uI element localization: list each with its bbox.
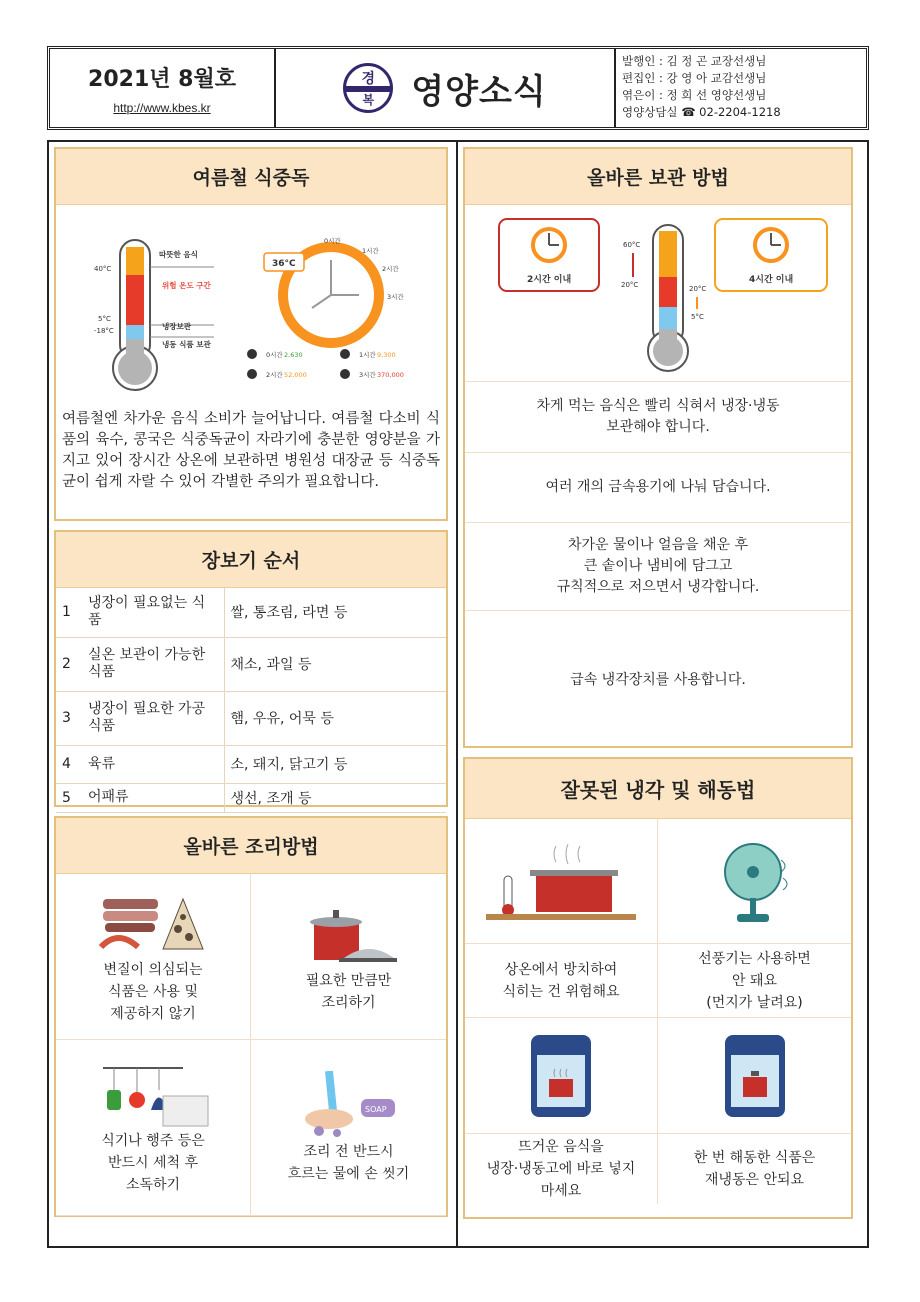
svg-text:2,630: 2,630 — [284, 351, 303, 359]
svg-text:3시간: 3시간 — [359, 371, 376, 379]
wrong-item-hot-food: 뜨거운 음식을 냉장·냉동고에 바로 넣지 마세요 — [465, 1134, 658, 1204]
cooking-item-spoiled: 변질이 의심되는 식품은 사용 및 제공하지 않기 — [56, 874, 251, 1040]
newsletter-header — [47, 46, 869, 130]
storage-section — [463, 147, 853, 748]
svg-text:냉동 식품 보관: 냉동 식품 보관 — [162, 340, 211, 349]
svg-text:60°C: 60°C — [623, 241, 641, 249]
issue-date: 2021년 8월호 — [88, 66, 236, 92]
wrong-item-fan: 선풍기는 사용하면 안 돼요 (먼지가 날려요) — [658, 944, 851, 1018]
svg-text:따뜻한 음식: 따뜻한 음식 — [159, 250, 198, 259]
food-poisoning-section — [54, 147, 448, 521]
svg-text:20°C: 20°C — [689, 285, 707, 293]
wrong-cooling-section — [463, 757, 853, 1219]
table-row: 2 실온 보관이 가능한 식품 채소, 과일 등 — [56, 637, 446, 691]
writer: 엮은이 : 정 희 선 영양선생님 — [622, 88, 767, 102]
wrong-item-refreeze: 한 번 해동한 식품은 재냉동은 안되요 — [693, 1150, 816, 1188]
svg-text:-18°C: -18°C — [94, 327, 114, 335]
table-row: 5 어패류 생선, 조개 등 — [56, 783, 446, 812]
table-row: 1 냉장이 필요없는 식품 쌀, 통조림, 라면 등 — [56, 588, 446, 637]
utensils-cloth-icon — [93, 1060, 213, 1130]
cooking-section — [54, 816, 448, 1217]
newsletter-title: 영양소식 — [411, 71, 547, 112]
storage-item: 차게 먹는 음식은 빨리 식혀서 냉장·냉동 보관해야 합니다. — [465, 381, 851, 453]
section-title: 여름철 식중독 — [56, 149, 446, 205]
svg-text:냉장보관: 냉장보관 — [162, 322, 191, 331]
cooking-item-portion: 필요한 만큼만 조리하기 — [251, 874, 446, 1040]
svg-text:SOAP: SOAP — [364, 1104, 387, 1114]
thermometer-icon — [113, 240, 157, 390]
section-title: 잘못된 냉각 및 해동법 — [465, 759, 851, 819]
pot-icon-cell — [465, 819, 658, 944]
svg-text:3시간: 3시간 — [387, 293, 404, 301]
storage-item: 차가운 물이나 얼음을 채운 후 큰 솥이나 냄비에 담그고 규칙적으로 저으면서 냉각합니다. — [465, 523, 851, 611]
staff-info — [616, 49, 866, 127]
svg-text:0시간: 0시간 — [266, 351, 283, 359]
table-row: 3 냉장이 필요한 가공식품 햄, 우유, 어묵 등 — [56, 691, 446, 745]
storage-item: 여러 개의 금속용기에 나눠 담습니다. — [465, 453, 851, 523]
editor: 편집인 : 강 영 아 교감선생님 — [622, 71, 767, 85]
cooking-item-sanitize: 식기나 행주 등은 반드시 세척 후 소독하기 — [56, 1040, 251, 1216]
section-title: 올바른 보관 방법 — [465, 149, 851, 205]
school-logo: 경 복 — [343, 63, 393, 113]
section-title: 장보기 순서 — [56, 532, 446, 588]
shopping-order-table — [56, 588, 446, 813]
svg-text:370,000: 370,000 — [377, 371, 404, 379]
svg-text:4시간 이내: 4시간 이내 — [749, 275, 794, 285]
fridge-refreeze-icon-cell — [658, 1018, 851, 1134]
food-poisoning-body: 여름철엔 차가운 음식 소비가 늘어납니다. 여름철 다소비 식품의 육수, 콩국은 식중독균이 자라기에 충분한 영양분을 가지고 있어 장시간 상온에 보관하면 병원성 대장균 등 식중독균이 쉽게 자랄 수 있어 각별한 주의가 필요합니다. — [62, 411, 440, 490]
storage-infographic — [465, 205, 851, 377]
hot-pot-icon — [486, 836, 636, 926]
title-block — [276, 49, 616, 127]
svg-text:0시간: 0시간 — [324, 237, 341, 245]
svg-text:위험 온도 구간: 위험 온도 구간 — [162, 281, 211, 290]
cooking-item-handwash: SOAP 조리 전 반드시 흐르는 물에 손 씻기 — [251, 1040, 446, 1216]
svg-text:2시간: 2시간 — [382, 265, 399, 273]
thermometer-clock-infographic — [56, 205, 446, 405]
hand-washing-icon — [289, 1071, 409, 1141]
storage-item: 급속 냉각장치를 사용합니다. — [570, 671, 746, 688]
shopping-order-section — [54, 530, 448, 807]
svg-text:2시간: 2시간 — [266, 371, 283, 379]
issue-date-block — [50, 49, 276, 127]
counsel-phone: 영양상담실 ☎ 02-2204-1218 — [622, 105, 781, 119]
fan-icon-cell — [658, 819, 851, 944]
svg-text:20°C: 20°C — [621, 281, 639, 289]
wrong-item-room-temp: 상온에서 방치하여 식히는 건 위험해요 — [465, 944, 658, 1018]
svg-text:52,000: 52,000 — [284, 371, 307, 379]
table-row: 4 육류 소, 돼지, 닭고기 등 — [56, 745, 446, 783]
school-website-link[interactable]: http://www.kbes.kr — [113, 100, 211, 115]
raw-meat-icon — [93, 889, 213, 959]
svg-text:40°C: 40°C — [94, 265, 112, 273]
svg-text:1시간: 1시간 — [359, 351, 376, 359]
cooking-pot-icon — [299, 900, 399, 970]
publisher: 발행인 : 김 정 곤 교장선생님 — [622, 54, 767, 68]
fridge-hot-icon-cell — [465, 1018, 658, 1134]
thermometer-icon — [648, 225, 688, 371]
section-title: 올바른 조리방법 — [56, 818, 446, 874]
svg-text:36°C: 36°C — [272, 259, 296, 269]
fridge-refreeze-icon — [715, 1031, 795, 1121]
svg-text:1시간: 1시간 — [362, 247, 379, 255]
svg-text:2시간 이내: 2시간 이내 — [527, 275, 572, 285]
svg-text:9,300: 9,300 — [377, 351, 396, 359]
column-divider — [456, 140, 458, 1248]
svg-text:5°C: 5°C — [691, 313, 704, 321]
fridge-hot-pot-icon — [521, 1031, 601, 1121]
svg-text:5°C: 5°C — [98, 315, 111, 323]
electric-fan-icon — [715, 836, 795, 926]
